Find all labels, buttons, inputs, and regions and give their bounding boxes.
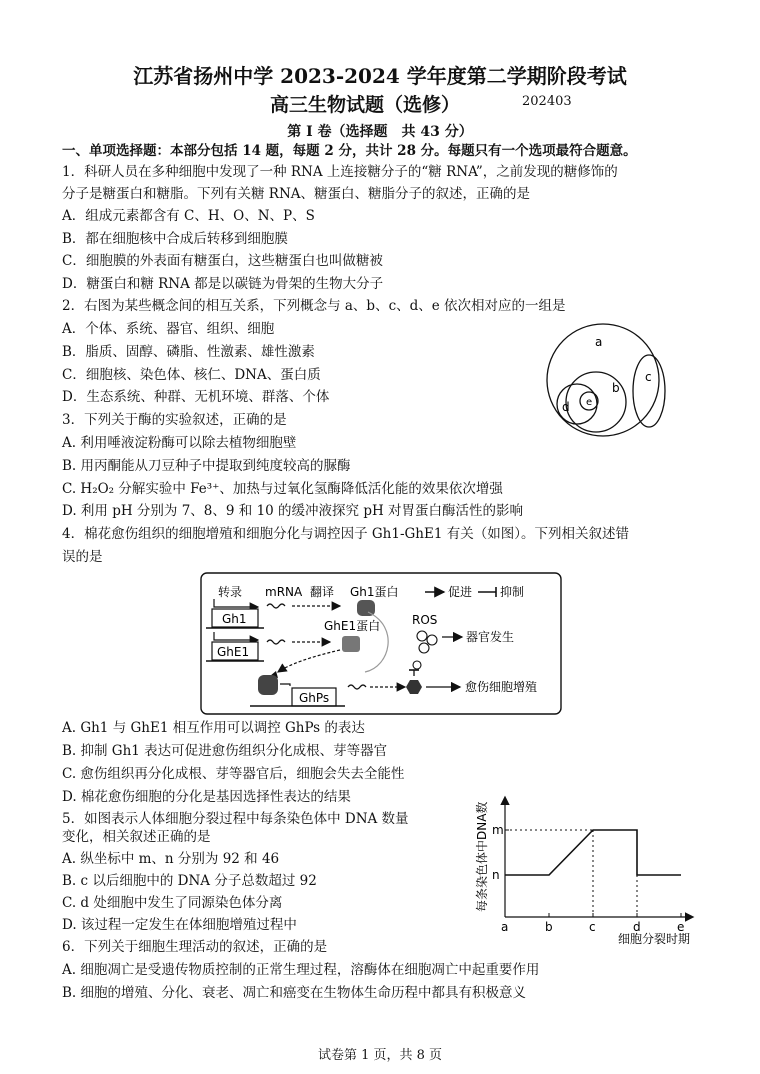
q2-option-c: C．细胞核、染色体、核仁、DNA、蛋白质: [62, 367, 321, 383]
label-ghe1: GhE1: [217, 645, 250, 659]
q4-option-b: B. 抑制 Gh1 表达可促进愈伤组织分化成根、芽等器官: [62, 743, 388, 759]
ghe1-protein-icon: [342, 636, 360, 652]
q3-option-c: C. H₂O₂ 分解实验中 Fe³⁺、加热与过氧化氢酶降低活化能的效果依次增强: [62, 481, 503, 497]
q3-option-b: B. 用丙酮能从刀豆种子中提取到纯度较高的脲酶: [62, 458, 351, 474]
q4-option-c: C. 愈伤组织再分化成根、芽等器官后，细胞会失去全能性: [62, 766, 405, 782]
q2-concept-diagram: [525, 318, 685, 438]
x-axis-label: 细胞分裂时期: [618, 932, 691, 946]
label-d: d: [562, 400, 570, 414]
q1-option-d: D．糖蛋白和糖 RNA 都是以碳链为骨架的生物大分子: [62, 276, 384, 292]
protein-complex-icon: [258, 675, 278, 695]
q6-option-b: B. 细胞的增殖、分化、衰老、凋亡和癌变在生物体生命历程中都具有积极意义: [62, 985, 527, 1001]
gh1-protein-icon: [357, 600, 375, 616]
exam-title: 江苏省扬州中学 2023-2024 学年度第二学期阶段考试: [133, 64, 627, 88]
q5-option-b: B. c 以后细胞中的 DNA 分子总数超过 92: [62, 873, 317, 889]
label-organogenesis: 器官发生: [466, 630, 515, 644]
label-b: b: [612, 381, 620, 395]
exam-subtitle: 高三生物试题（选修）: [270, 94, 461, 116]
label-mrna: mRNA: [265, 585, 303, 599]
q6-stem: 6．下列关于细胞生理活动的叙述，正确的是: [62, 939, 328, 955]
q5-stem-line1: 5．如图表示人体细胞分裂过程中每条染色体中 DNA 数量: [62, 811, 409, 827]
label-transcription: 转录: [218, 585, 243, 599]
q3-stem: 3．下列关于酶的实验叙述，正确的是: [62, 412, 287, 428]
legend-promote: 促进: [448, 585, 473, 599]
q5-option-d: D. 该过程一定发生在体细胞增殖过程中: [62, 917, 297, 933]
q1-option-a: A．组成元素都含有 C、H、O、N、P、S: [62, 208, 315, 224]
q2-option-a: A．个体、系统、器官、组织、细胞: [62, 321, 275, 337]
x-tick-d: d: [633, 920, 641, 934]
q2-stem: 2．右图为某些概念间的相互关系，下列概念与 a、b、c、d、e 依次相对应的一组是: [62, 298, 566, 314]
label-e: e: [586, 397, 593, 408]
label-a: a: [595, 335, 603, 349]
label-gh1-protein: Gh1蛋白: [350, 585, 399, 599]
x-tick-a: a: [501, 920, 509, 934]
q6-option-a: A. 细胞凋亡是受遗传物质控制的正常生理过程，溶酶体在细胞凋亡中起重要作用: [62, 962, 540, 978]
circle-c: [633, 355, 665, 427]
y-tick-n: n: [492, 868, 500, 882]
label-c: c: [645, 370, 652, 384]
q1-stem-line1: 1．科研人员在多种细胞中发现了一种 RNA 上连接糖分子的“糖 RNA”，之前发现的糖修饰的: [62, 164, 618, 180]
part-heading: 第 I 卷（选择题 共 43 分）: [287, 124, 473, 140]
label-translation: 翻译: [310, 585, 335, 599]
x-tick-e: e: [677, 920, 685, 934]
q4-stem-line1: 4．棉花愈伤组织的细胞增殖和细胞分化与调控因子 Gh1-GhE1 有关（如图）。下列相关叙述错: [62, 526, 629, 542]
q4-option-d: D. 棉花愈伤细胞的分化是基因选择性表达的结果: [62, 789, 351, 805]
q2-option-d: D．生态系统、种群、无机环境、群落、个体: [62, 389, 330, 405]
q4-regulation-diagram: [200, 572, 562, 716]
label-callus-proliferation: 愈伤细胞增殖: [465, 680, 538, 694]
q1-option-b: B．都在细胞核中合成后转移到细胞膜: [62, 231, 288, 247]
label-ghps: GhPs: [299, 691, 330, 705]
label-ghe1-protein: GhE1蛋白: [324, 619, 381, 633]
y-axis-label: 每条染色体中DNA数: [475, 801, 489, 912]
x-tick-b: b: [545, 920, 553, 934]
q5-option-a: A. 纵坐标中 m、n 分别为 92 和 46: [62, 851, 280, 867]
exam-date: 202403: [522, 94, 572, 109]
label-gh1: Gh1: [222, 612, 247, 626]
q3-option-a: A. 利用唾液淀粉酶可以除去植物细胞壁: [62, 435, 297, 451]
q4-option-a: A. Gh1 与 GhE1 相互作用可以调控 GhPs 的表达: [62, 720, 365, 736]
label-ros: ROS: [412, 613, 438, 627]
q1-option-c: C．细胞膜的外表面有糖蛋白，这些糖蛋白也叫做糖被: [62, 253, 383, 269]
x-tick-c: c: [589, 920, 596, 934]
q5-dna-chart: [460, 792, 700, 952]
q1-stem-line2: 分子是糖蛋白和糖脂。下列有关糖 RNA、糖蛋白、糖脂分子的叙述，正确的是: [62, 186, 531, 202]
legend-inhibit: 抑制: [500, 585, 525, 599]
ros-icon: [413, 631, 437, 669]
q3-option-d: D. 利用 pH 分别为 7、8、9 和 10 的缓冲液探究 pH 对胃蛋白酶活性的影响: [62, 503, 524, 519]
section-heading: 一、单项选择题：本部分包括 14 题，每题 2 分，共计 28 分。每题只有一个选项最符合题意。: [62, 143, 637, 159]
y-tick-m: m: [492, 823, 504, 837]
q5-stem-line2: 变化，相关叙述正确的是: [62, 829, 211, 845]
q4-stem-line2: 误的是: [62, 549, 103, 565]
q2-option-b: B．脂质、固醇、磷脂、性激素、雄性激素: [62, 344, 315, 360]
ghps-protein-icon: [406, 680, 422, 694]
page-footer: 试卷第 1 页，共 8 页: [317, 1048, 443, 1063]
q5-option-c: C. d 处细胞中发生了同源染色体分离: [62, 895, 283, 911]
